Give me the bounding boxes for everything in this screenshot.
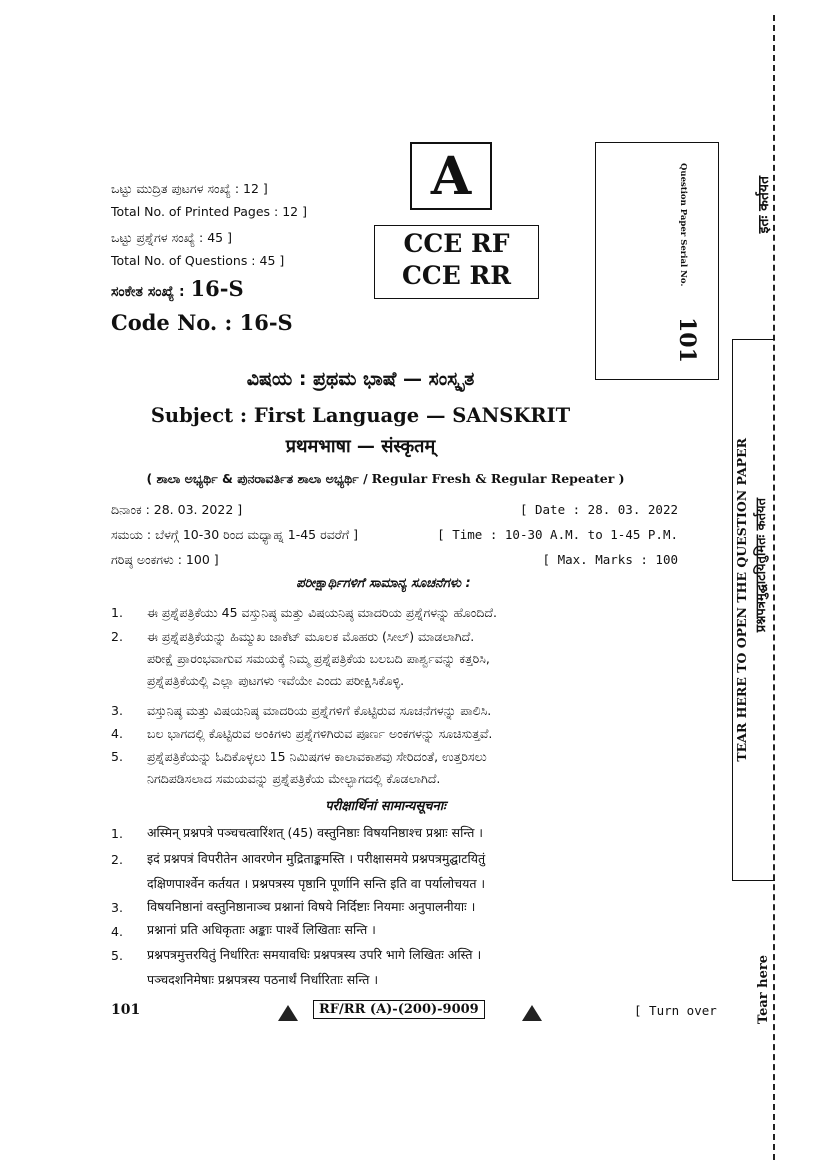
list-item-line: ಈ ಪ್ರಶ್ನೆಪತ್ರಿಕೆಯನ್ನು ಹಿಮ್ಮುಖ ಜಾಕೆಟ್ ಮೂಲಕ ಮೊಹರು (ಸೀಲ್) ಮಾಡಲಾಗಿದೆ.: [147, 629, 475, 644]
list-item-line: प्रश्नानां प्रति अधिकृताः अङ्काः पार्श्वे लिखिताः सन्ति ।: [147, 922, 376, 937]
list-item-number: 1.: [111, 826, 123, 841]
list-item-line: प्रश्नपत्रमुत्तरयितुं निर्धारितः समयावधिः प्रश्नपत्रस्य उपरि भागे लिखितः अस्ति ।: [147, 947, 482, 962]
instructions-sa-heading: परीक्षार्थिनां सामान्यसूचनाः: [325, 799, 446, 814]
list-item-line: ಪರೀಕ್ಷೆ ಪ್ರಾರಂಭವಾಗುವ ಸಮಯಕ್ಕೆ ನಿಮ್ಮ ಪ್ರಶ್ನೆಪತ್ರಿಕೆಯ ಬಲಬದಿ ಪಾರ್ಶ್ವವನ್ನು ಕತ್ತರಿಸಿ,: [147, 651, 490, 666]
list-item-number: 4.: [111, 726, 123, 741]
total-questions: Total No. of Questions : 45 ]: [111, 253, 285, 268]
serial-label: Question Paper Serial No.: [678, 163, 688, 287]
marks-kn: ಗರಿಷ್ಠ ಅಂಕಗಳು : 100 ]: [111, 552, 219, 567]
list-item-line: पञ्चदशनिमेषाः प्रश्नपत्रस्य पठनार्थं निर्धारिताः सन्ति ।: [147, 972, 379, 987]
list-item: [147, 919, 687, 941]
list-item-number: 2.: [111, 629, 123, 644]
list-item: [147, 626, 687, 692]
time-row: [111, 527, 678, 543]
turn-over: [ Turn over: [634, 1003, 717, 1018]
date-en: [ Date : 28. 03. 2022: [519, 502, 678, 517]
edge-hindi-top: इतः कर्तयत: [756, 176, 772, 234]
list-item-number: 4.: [111, 924, 123, 939]
list-item-line: दक्षिणपार्श्वेन कर्तयत । प्रश्नपत्रस्य पृष्ठानि पूर्णानि सन्ति इति वा पर्यालोचयत ।: [147, 876, 486, 891]
candidate-type-kn: ( ಶಾಲಾ ಅಭ್ಯರ್ಥಿ & ಪುನರಾವರ್ತಿತ ಶಾಲಾ ಅಭ್ಯರ್ಥಿ /: [146, 471, 368, 486]
candidate-type-en: Regular Fresh & Regular Repeater ): [371, 471, 625, 486]
date-kn: ದಿನಾಂಕ : 28. 03. 2022 ]: [111, 502, 243, 517]
cce-box: [374, 225, 539, 299]
time-kn: ಸಮಯ : ಬೆಳಗ್ಗೆ 10-30 ರಿಂದ ಮಧ್ಯಾಹ್ನ 1-45 ರವರೆಗೆ ]: [111, 527, 358, 542]
list-item-number: 1.: [111, 605, 123, 620]
version-letter: A: [430, 145, 472, 207]
code-value: 16-S: [239, 310, 293, 335]
list-item-number: 5.: [111, 749, 123, 764]
serial-box: [595, 142, 719, 380]
list-item: [147, 700, 687, 722]
list-item: [147, 723, 687, 745]
instructions-kn-heading: ಪರೀಕ್ಷಾರ್ಥಿಗಳಿಗೆ ಸಾಮಾನ್ಯ ಸೂಚನೆಗಳು :: [296, 576, 471, 591]
list-item-line: ವಸ್ತುನಿಷ್ಠ ಮತ್ತು ವಿಷಯನಿಷ್ಠ ಮಾದರಿಯ ಪ್ರಶ್ನೆಗಳಿಗೆ ಕೊಟ್ಟಿರುವ ಸೂಚನೆಗಳನ್ನು ಪಾಲಿಸಿ.: [147, 703, 492, 718]
list-item-line: इदं प्रश्नपत्रं विपरीतेन आवरणेन मुद्रिताङ्कमस्ति । परीक्षासमये प्रश्नपत्रमुद्घाटयितुं: [147, 851, 486, 866]
list-item: [147, 942, 687, 992]
footer-code: RF/RR (A)-(200)-9009: [313, 1000, 485, 1019]
list-item-number: 2.: [111, 852, 123, 867]
list-item-number: 3.: [111, 900, 123, 915]
kn-code-label: ಸಂಕೇತ ಸಂಖ್ಯೆ :: [111, 284, 185, 300]
kn-code-value: 16-S: [190, 276, 244, 301]
tear-here-bottom: Tear here: [756, 955, 771, 1025]
triangle-icon: [278, 1005, 298, 1021]
tear-hindi-label: प्रश्नपत्रमुद्घाटयितुमितः कर्तयत: [754, 498, 769, 633]
triangle-icon: [522, 1005, 542, 1021]
kn-total-questions: ಒಟ್ಟು ಪ್ರಶ್ನೆಗಳ ಸಂಖ್ಯೆ : 45 ]: [111, 230, 232, 245]
list-item-line: ಪ್ರಶ್ನೆಪತ್ರಿಕೆಯಲ್ಲಿ ಎಲ್ಲಾ ಪುಟಗಳು ಇವೆಯೇ ಎಂದು ಪರೀಕ್ಷಿಸಿಕೊಳ್ಳಿ.: [147, 673, 405, 688]
list-item-number: 5.: [111, 948, 123, 963]
list-item: [147, 602, 687, 624]
version-box: [410, 142, 492, 210]
total-pages: Total No. of Printed Pages : 12 ]: [111, 204, 307, 219]
list-item-line: ಈ ಪ್ರಶ್ನೆಪತ್ರಿಕೆಯು 45 ವಸ್ತುನಿಷ್ಠ ಮತ್ತು ವಿಷಯನಿಷ್ಠ ಮಾದರಿಯ ಪ್ರಶ್ನೆಗಳನ್ನು ಹೊಂದಿದೆ.: [147, 605, 497, 620]
list-item-number: 3.: [111, 703, 123, 718]
marks-en: [ Max. Marks : 100: [542, 552, 678, 567]
subject-sa: प्रथमभाषा — संस्कृतम्: [285, 436, 436, 457]
marks-row: [111, 552, 678, 568]
list-item: [147, 896, 687, 918]
cce-line-1: CCE RF: [403, 229, 510, 258]
date-row: [111, 502, 678, 518]
kn-total-pages: ಒಟ್ಟು ಮುದ್ರಿತ ಪುಟಗಳ ಸಂಖ್ಯೆ : 12 ]: [111, 181, 268, 196]
list-item: [147, 746, 687, 790]
subject-en: Subject : First Language — SANSKRIT: [150, 404, 571, 427]
kn-code-number: [111, 276, 244, 305]
cce-line-2: CCE RR: [401, 261, 512, 290]
code-number: [111, 309, 293, 337]
subject-kn: ವಿಷಯ : ಪ್ರಥಮ ಭಾಷೆ — ಸಂಸ್ಕೃತ: [246, 368, 475, 390]
tear-here-label: TEAR HERE TO OPEN THE QUESTION PAPER: [734, 438, 749, 762]
list-item: [147, 846, 687, 896]
list-item-line: विषयनिष्ठानां वस्तुनिष्ठानाञ्च प्रश्नानां विषये निर्दिष्टाः नियमाः अनुपालनीयाः ।: [147, 899, 476, 914]
list-item-line: ನಿಗದಿಪಡಿಸಲಾದ ಸಮಯವನ್ನು ಪ್ರಶ್ನೆಪತ್ರಿಕೆಯ ಮೇಲ್ಭಾಗದಲ್ಲಿ ಕೊಡಲಾಗಿದೆ.: [147, 771, 441, 786]
time-en: [ Time : 10-30 A.M. to 1-45 P.M.: [437, 527, 678, 542]
serial-number: 101: [674, 317, 700, 363]
list-item: [147, 822, 687, 844]
code-label: Code No. :: [111, 310, 233, 335]
list-item-line: ಬಲ ಭಾಗದಲ್ಲಿ ಕೊಟ್ಟಿರುವ ಅಂಕಿಗಳು ಪ್ರಶ್ನೆಗಳಿಗಿರುವ ಪೂರ್ಣ ಅಂಕಗಳನ್ನು ಸೂಚಿಸುತ್ತವೆ.: [147, 726, 493, 741]
candidate-type: [0, 471, 799, 487]
list-item-line: ಪ್ರಶ್ನೆಪತ್ರಿಕೆಯನ್ನು ಓದಿಕೊಳ್ಳಲು 15 ನಿಮಿಷಗಳ ಕಾಲಾವಕಾಶವು ಸೇರಿದಂತೆ, ಉತ್ತರಿಸಲು: [147, 749, 487, 764]
footer-page-number: 101: [111, 1002, 141, 1018]
list-item-line: अस्मिन् प्रश्नपत्रे पञ्चचत्वारिंशत् (45) वस्तुनिष्ठाः विषयनिष्ठाश्च प्रश्नाः सन्ति ।: [147, 825, 484, 840]
